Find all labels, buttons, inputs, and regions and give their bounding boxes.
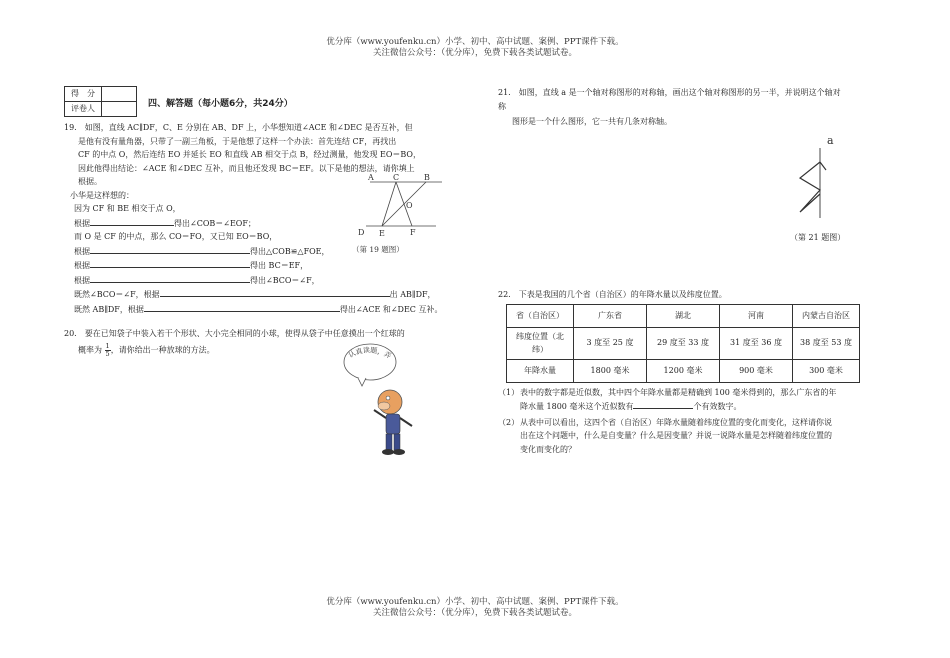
table-cell: 纬度位置（北 纬） [507,327,574,359]
footer-line-2: 关注微信公众号：（优分库），免费下载各类试题试卷。 [372,608,577,618]
probability-fraction: $\frac{1}{5}$ [105,341,110,358]
section-title: 四、解答题（每小题6分，共24分） [148,99,293,109]
table-cell: 1200 毫米 [647,359,720,382]
cartoon-figure [328,340,428,464]
bubble-text: 认真读题，弄 [347,346,393,361]
q19-step-2: 根据 得出∠COB＝∠EOF； [64,216,460,231]
table-cell: 河南 [720,304,793,327]
q19-step-3: 而 O 是 CF 的中点，那么 CO＝FO，又已知 EO＝BO， [74,232,278,241]
page-footer [0,597,950,619]
table-header-row [507,304,860,327]
q21-line-2: 图形是一个什么图形，它一共有几条对称轴。 [512,117,672,126]
q19-step-8: 既然 AB∥DF，根据 得出∠ACE 和∠DEC 互补。 [64,302,460,317]
table-cell: 湖北 [647,304,720,327]
header-line-2: 关注微信公众号：（优分库），免费下载各类试题试卷。 [372,48,577,58]
q19-intro-1: 19. 如图，直线 AC∥DF，C、E 分别在 AB、DF 上，小华想知道∠ACE 和∠DEC 是否互补，但 [64,123,413,132]
axis-a-label: a [827,134,834,147]
footer-line-1: 优分库（www.youfenku.cn）小学、初中、高中试题、案例、PPT课件下载。 [326,597,624,607]
table-cell: 29 度至 33 度 [647,327,720,359]
q19-thought: 小华是这样想的： [70,190,134,200]
page-header [0,37,950,59]
figure-19 [352,172,462,262]
answer-blank-7[interactable] [633,399,693,409]
table-cell: 900 毫米 [720,359,793,382]
q19-step-6: 根据 得出∠BCO＝∠F， [64,273,460,288]
q19-step-7: 既然∠BCO＝∠F，根据 出 AB∥DF， [64,287,460,302]
q20-line-1: 20. 要在已知袋子中装入若干个形状、大小完全相同的小球，使得从袋子中任意摸出一个红球的 [64,329,405,338]
figure-19-caption: （第 19 题图） [352,245,404,254]
table-cell: 300 毫米 [793,359,860,382]
score-label: 得 分 [65,87,102,102]
header-line-1: 优分库（www.youfenku.cn）小学、初中、高中试题、案例、PPT课件下载。 [326,37,624,47]
q21-line-1: 21. 如图，直线 a 是一个轴对称图形的对称轴，画出这个轴对称图形的另一半，并说明这个轴对 [498,88,841,97]
table-cell: 1800 毫米 [574,359,647,382]
q19-step-1: 因为 CF 和 BE 相交于点 O， [74,204,181,213]
figure-21-diagram [790,134,860,244]
q19-step-4: 根据 得出△COB≌△FOE， [64,244,460,259]
point-E-label: E [379,229,385,238]
answer-blank-1[interactable] [90,216,174,226]
point-F-label: F [410,228,416,237]
point-B-label: B [424,173,430,182]
q19-step-5: 根据 得出 BC＝EF， [64,258,460,273]
table-cell: 3 度至 25 度 [574,327,647,359]
point-C-label: C [393,173,400,182]
answer-blank-3[interactable] [90,258,250,268]
table-cell: 38 度至 53 度 [793,327,860,359]
table-row [507,359,860,382]
cartoon-illustration [328,340,428,460]
table-cell: 31 度至 36 度 [720,327,793,359]
point-A-label: A [368,173,374,182]
q22-part-2: （2） 从表中可以看出，这四个省（自治区）年降水量随着纬度位置的变化而变化，这样请你说 出在这个问题中，什么是自变量？什么是因变量？并说一说降水量是怎样随着纬度位置的 变化而变化的？ [498,417,832,454]
figure-21 [790,134,860,248]
answer-blank-4[interactable] [90,273,250,283]
answer-blank-2[interactable] [90,244,250,254]
q20-line-2: 概率为 $\frac{1}{5}$ ，请你给出一种放球的方法。 [78,341,215,358]
right-column [498,86,898,129]
figure-21-caption: （第 21 题图） [790,233,846,242]
grader-label: 评卷人 [65,102,102,117]
answer-blank-6[interactable] [144,302,340,312]
q22-part-1: （1） 表中的数字都是近似数，其中四个年降水量都是精确到 100 毫米得到的，那么广东省的年 降水量 1800 毫米这个近似数有 个有效数字。 [498,387,837,411]
q19-intro-3: CF 的中点 O，然后连结 EO 并延长 EO 和直线 AB 相交于点 B，经过测量，他发现 EO＝BO， [78,150,421,159]
table-cell: 内蒙古自治区 [793,304,860,327]
q19-intro-5: 根据。 [78,177,102,186]
table-cell: 省（自治区） [507,304,574,327]
precipitation-table [506,304,860,383]
table-row [507,327,860,359]
score-box [64,86,137,117]
q22-block [498,288,898,456]
table-cell: 广东省 [574,304,647,327]
answer-blank-5[interactable] [160,287,390,297]
point-O-label: O [406,201,413,210]
q19-intro-2: 是他有没有量角器，只带了一副三角板，于是他想了这样一个办法：首先连结 CF，再找出 [78,136,397,146]
q22-intro: 22. 下表是我国的几个省（自治区）的年降水量以及纬度位置。 [498,290,727,299]
q19-intro-4: 因此他得出结论：∠ACE 和∠DEC 互补，而且他还发现 BC＝EF。以下是他的想法，请你填上 [78,163,415,173]
table-cell: 年降水量 [507,359,574,382]
figure-19-diagram [352,172,462,258]
point-D-label: D [358,228,365,237]
q21-line-1b: 称 [498,101,506,111]
